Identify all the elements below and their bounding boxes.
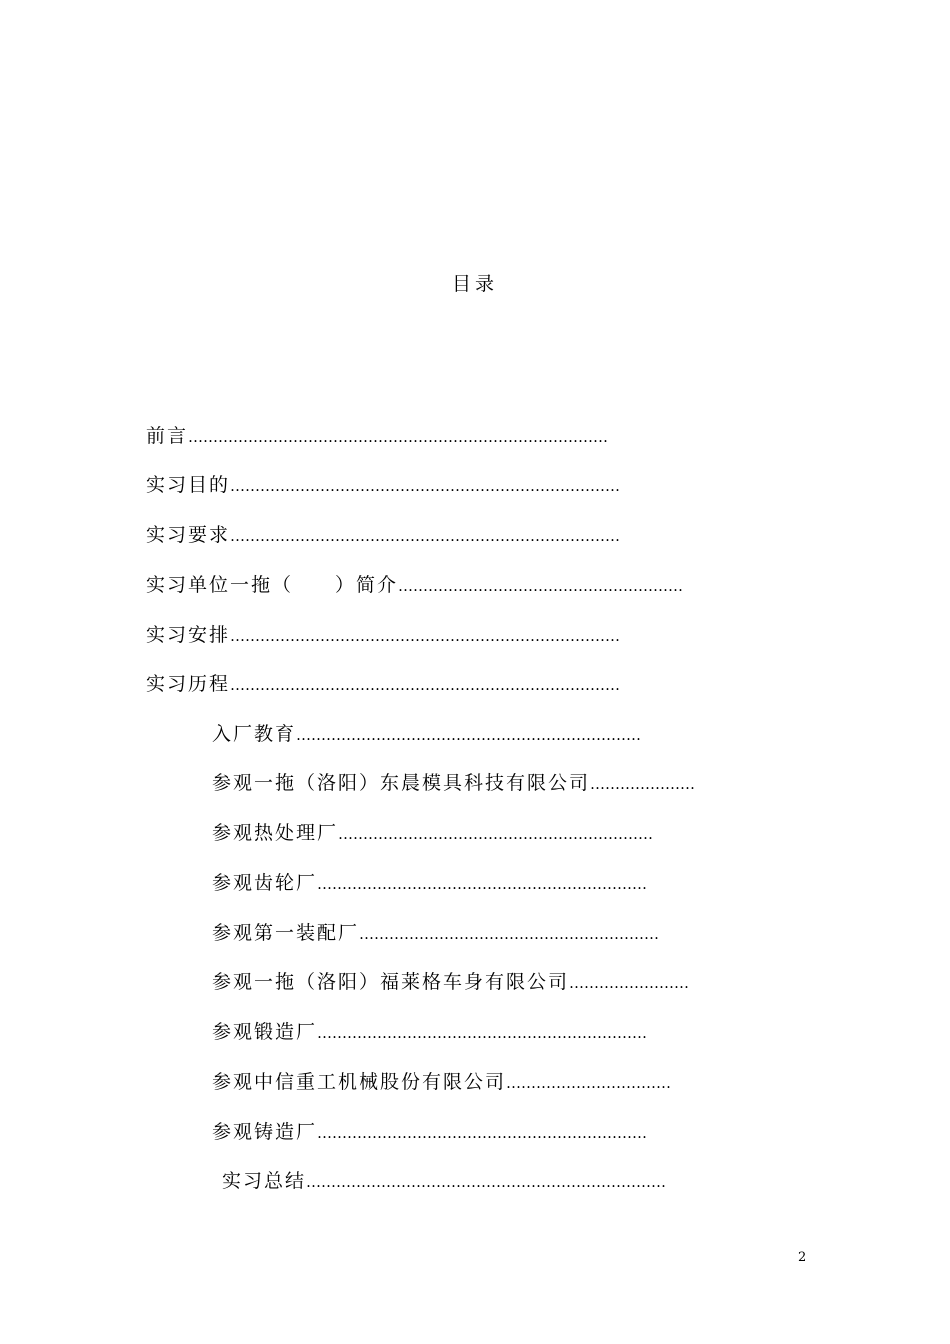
toc-leader-dots: ……………………………………………………	[359, 925, 660, 943]
toc-leader-dots: ………………………………………………………………	[306, 1173, 667, 1191]
toc-entry-label: 实习目的	[146, 474, 231, 496]
toc-entry-label: 参观第一装配厂	[212, 922, 360, 944]
toc-leader-dots: ……………………………………………………………	[296, 726, 642, 744]
toc-entry-label: 实习总结	[222, 1170, 307, 1192]
toc-entry-label: 参观热处理厂	[212, 822, 339, 844]
toc-entry-visit-foundry[interactable]	[212, 1118, 647, 1147]
toc-entry-label: 参观铸造厂	[212, 1121, 318, 1143]
toc-entry-visit-gear-factory[interactable]	[212, 869, 647, 898]
toc-leader-dots: ………………………………………………………	[338, 825, 654, 843]
toc-entry-label: 参观一拖（洛阳）福莱格车身有限公司	[212, 971, 570, 993]
toc-leader-dots: ……………………………………………………………………	[230, 627, 621, 645]
toc-entry-label: 实习历程	[146, 673, 231, 695]
toc-entry-label: 实习安排	[146, 624, 231, 646]
toc-leader-dots: …………………………………………………	[398, 577, 684, 595]
toc-leader-dots: ……………………	[569, 974, 690, 992]
toc-entry-label: 参观中信重工机械股份有限公司	[212, 1071, 507, 1093]
toc-entry-label: 实习要求	[146, 524, 231, 546]
toc-title: 目录	[451, 273, 498, 295]
toc-entry-orientation[interactable]	[212, 720, 641, 749]
toc-leader-dots: …………………………………………………………	[317, 875, 648, 893]
toc-entry-visit-citic-heavy[interactable]	[212, 1068, 671, 1097]
toc-entry-visit-heat-treatment[interactable]	[212, 819, 653, 848]
toc-leader-dots: …………………	[590, 775, 696, 793]
toc-entry-preface[interactable]	[146, 422, 608, 451]
toc-entry-visit-body-company[interactable]	[212, 968, 689, 997]
toc-leader-dots: ……………………………	[506, 1074, 672, 1092]
toc-leader-dots: …………………………………………………………	[317, 1024, 648, 1042]
toc-entry-process[interactable]	[146, 670, 620, 699]
toc-entry-label: 实习单位一拖（ ）简介	[146, 574, 399, 596]
page-number: 2	[798, 1250, 807, 1265]
toc-leader-dots: ……………………………………………………………………	[230, 477, 621, 495]
toc-entry-requirements[interactable]	[146, 521, 620, 550]
toc-entry-purpose[interactable]	[146, 471, 620, 500]
toc-entry-label: 入厂教育	[212, 723, 297, 745]
toc-entry-label: 参观锻造厂	[212, 1021, 318, 1043]
toc-entry-label: 前言	[146, 425, 189, 447]
toc-entry-visit-forging-plant[interactable]	[212, 1018, 647, 1047]
toc-leader-dots: ……………………………………………………………………	[230, 676, 621, 694]
toc-entry-label: 参观一拖（洛阳）东晨模具科技有限公司	[212, 772, 591, 794]
toc-entry-visit-mold-company[interactable]	[212, 769, 695, 798]
toc-entry-visit-assembly-plant[interactable]	[212, 919, 659, 948]
toc-leader-dots: …………………………………………………………………………	[188, 428, 609, 446]
toc-leader-dots: …………………………………………………………	[317, 1124, 648, 1142]
toc-entry-schedule[interactable]	[146, 621, 620, 650]
toc-entry-label: 参观齿轮厂	[212, 872, 318, 894]
toc-leader-dots: ……………………………………………………………………	[230, 527, 621, 545]
toc-entry-summary[interactable]	[222, 1167, 666, 1196]
toc-entry-company-intro[interactable]	[146, 571, 683, 600]
